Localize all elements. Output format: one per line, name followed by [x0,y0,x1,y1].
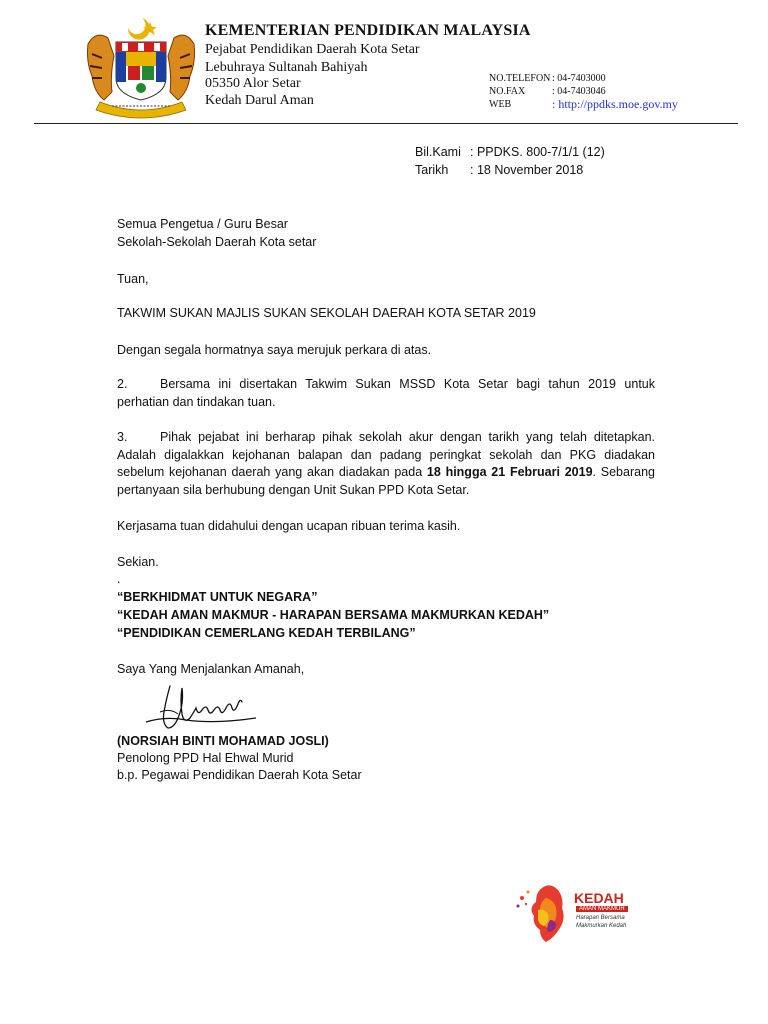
ref-date-value: : 18 November 2018 [470,163,584,177]
kedah-logo-word: KEDAH [574,890,624,906]
opening-line: Dengan segala hormatnya saya merujuk perkara di atas. [117,343,432,357]
signatory-name: (NORSIAH BINTI MOHAMAD JOSLI) [117,734,329,748]
closing-dot: . [117,572,121,586]
motto-2: “KEDAH AMAN MAKMUR - HARAPAN BERSAMA MAKMURKAN KEDAH” [117,608,550,622]
kedah-logo-tag: AMAN MAKMUR [576,906,628,912]
paragraph-3 [117,429,655,499]
paragraph-2-number: 2. [117,377,128,391]
paragraph-3-text-a: Pihak pejabat ini berharap pihak sekolah akur dengan tarikh yang telah ditetapkan. Adalah digalakkan kejohanan balapan dan padang peringkat sekolah dan PKG diadakan sebelum kejohanan daerah yang akan diadakan pada [117,430,655,479]
signatory-title: Penolong PPD Hal Ehwal Murid [117,751,294,765]
trust-line: Saya Yang Menjalankan Amanah, [117,662,305,676]
paragraph-3-text-b: . Sebarang pertanyaan sila berhubung dengan Unit Sukan PPD Kota Setar. [117,465,655,497]
thanks-line: Kerjasama tuan didahului dengan ucapan ribuan terima kasih. [117,519,461,533]
subject-line: TAKWIM SUKAN MAJLIS SUKAN SEKOLAH DAERAH KOTA SETAR 2019 [117,306,536,320]
ref-bil-label: Bil.Kami [415,145,461,159]
signatory-on-behalf: b.p. Pegawai Pendidikan Daerah Kota Setar [117,768,362,782]
fax-value: : 04-7403046 [552,86,606,97]
ministry-name: KEMENTERIAN PENDIDIKAN MALAYSIA [205,22,531,39]
web-link[interactable]: : http://ppdks.moe.gov.my [552,97,678,111]
paragraph-2-text: Bersama ini disertakan Takwim Sukan MSSD Kota Setar bagi tahun 2019 untuk perhatian dan tindakan tuan. [117,377,655,409]
paragraph-3-dates: 18 hingga 21 Februari 2019 [426,465,593,479]
address-line-4: Kedah Darul Aman [205,93,314,108]
salutation: Tuan, [117,272,149,286]
fax-label: NO.FAX [489,86,526,97]
handwritten-signature [140,678,270,734]
closing-line: Sekian. [117,555,159,569]
paragraph-3-number: 3. [117,430,128,444]
letterhead-divider [34,123,738,124]
phone-label: NO.TELEFON [489,73,551,84]
kedah-logo-sub-2: Makmurkan Kedah [576,923,627,929]
kedah-logo-sub-1: Harapan Bersama [576,915,625,921]
web-label: WEB [489,99,512,110]
motto-3: “PENDIDIKAN CEMERLANG KEDAH TERBILANG” [117,626,416,640]
motto-1: “BERKHIDMAT UNTUK NEGARA” [117,590,318,604]
address-line-1: Pejabat Pendidikan Daerah Kota Setar [205,42,420,57]
coat-of-arms-icon [82,14,200,120]
recipient-line-2: Sekolah-Sekolah Daerah Kota setar [117,235,317,249]
address-line-3: 05350 Alor Setar [205,76,301,91]
address-line-2: Lebuhraya Sultanah Bahiyah [205,60,368,75]
kedah-aman-makmur-logo [512,880,647,944]
ref-date-label: Tarikh [415,163,449,177]
recipient-line-1: Semua Pengetua / Guru Besar [117,217,288,231]
paragraph-2 [117,376,655,411]
phone-value: : 04-7403000 [552,73,606,84]
ref-bil-value: : PPDKS. 800-7/1/1 (12) [470,145,605,159]
